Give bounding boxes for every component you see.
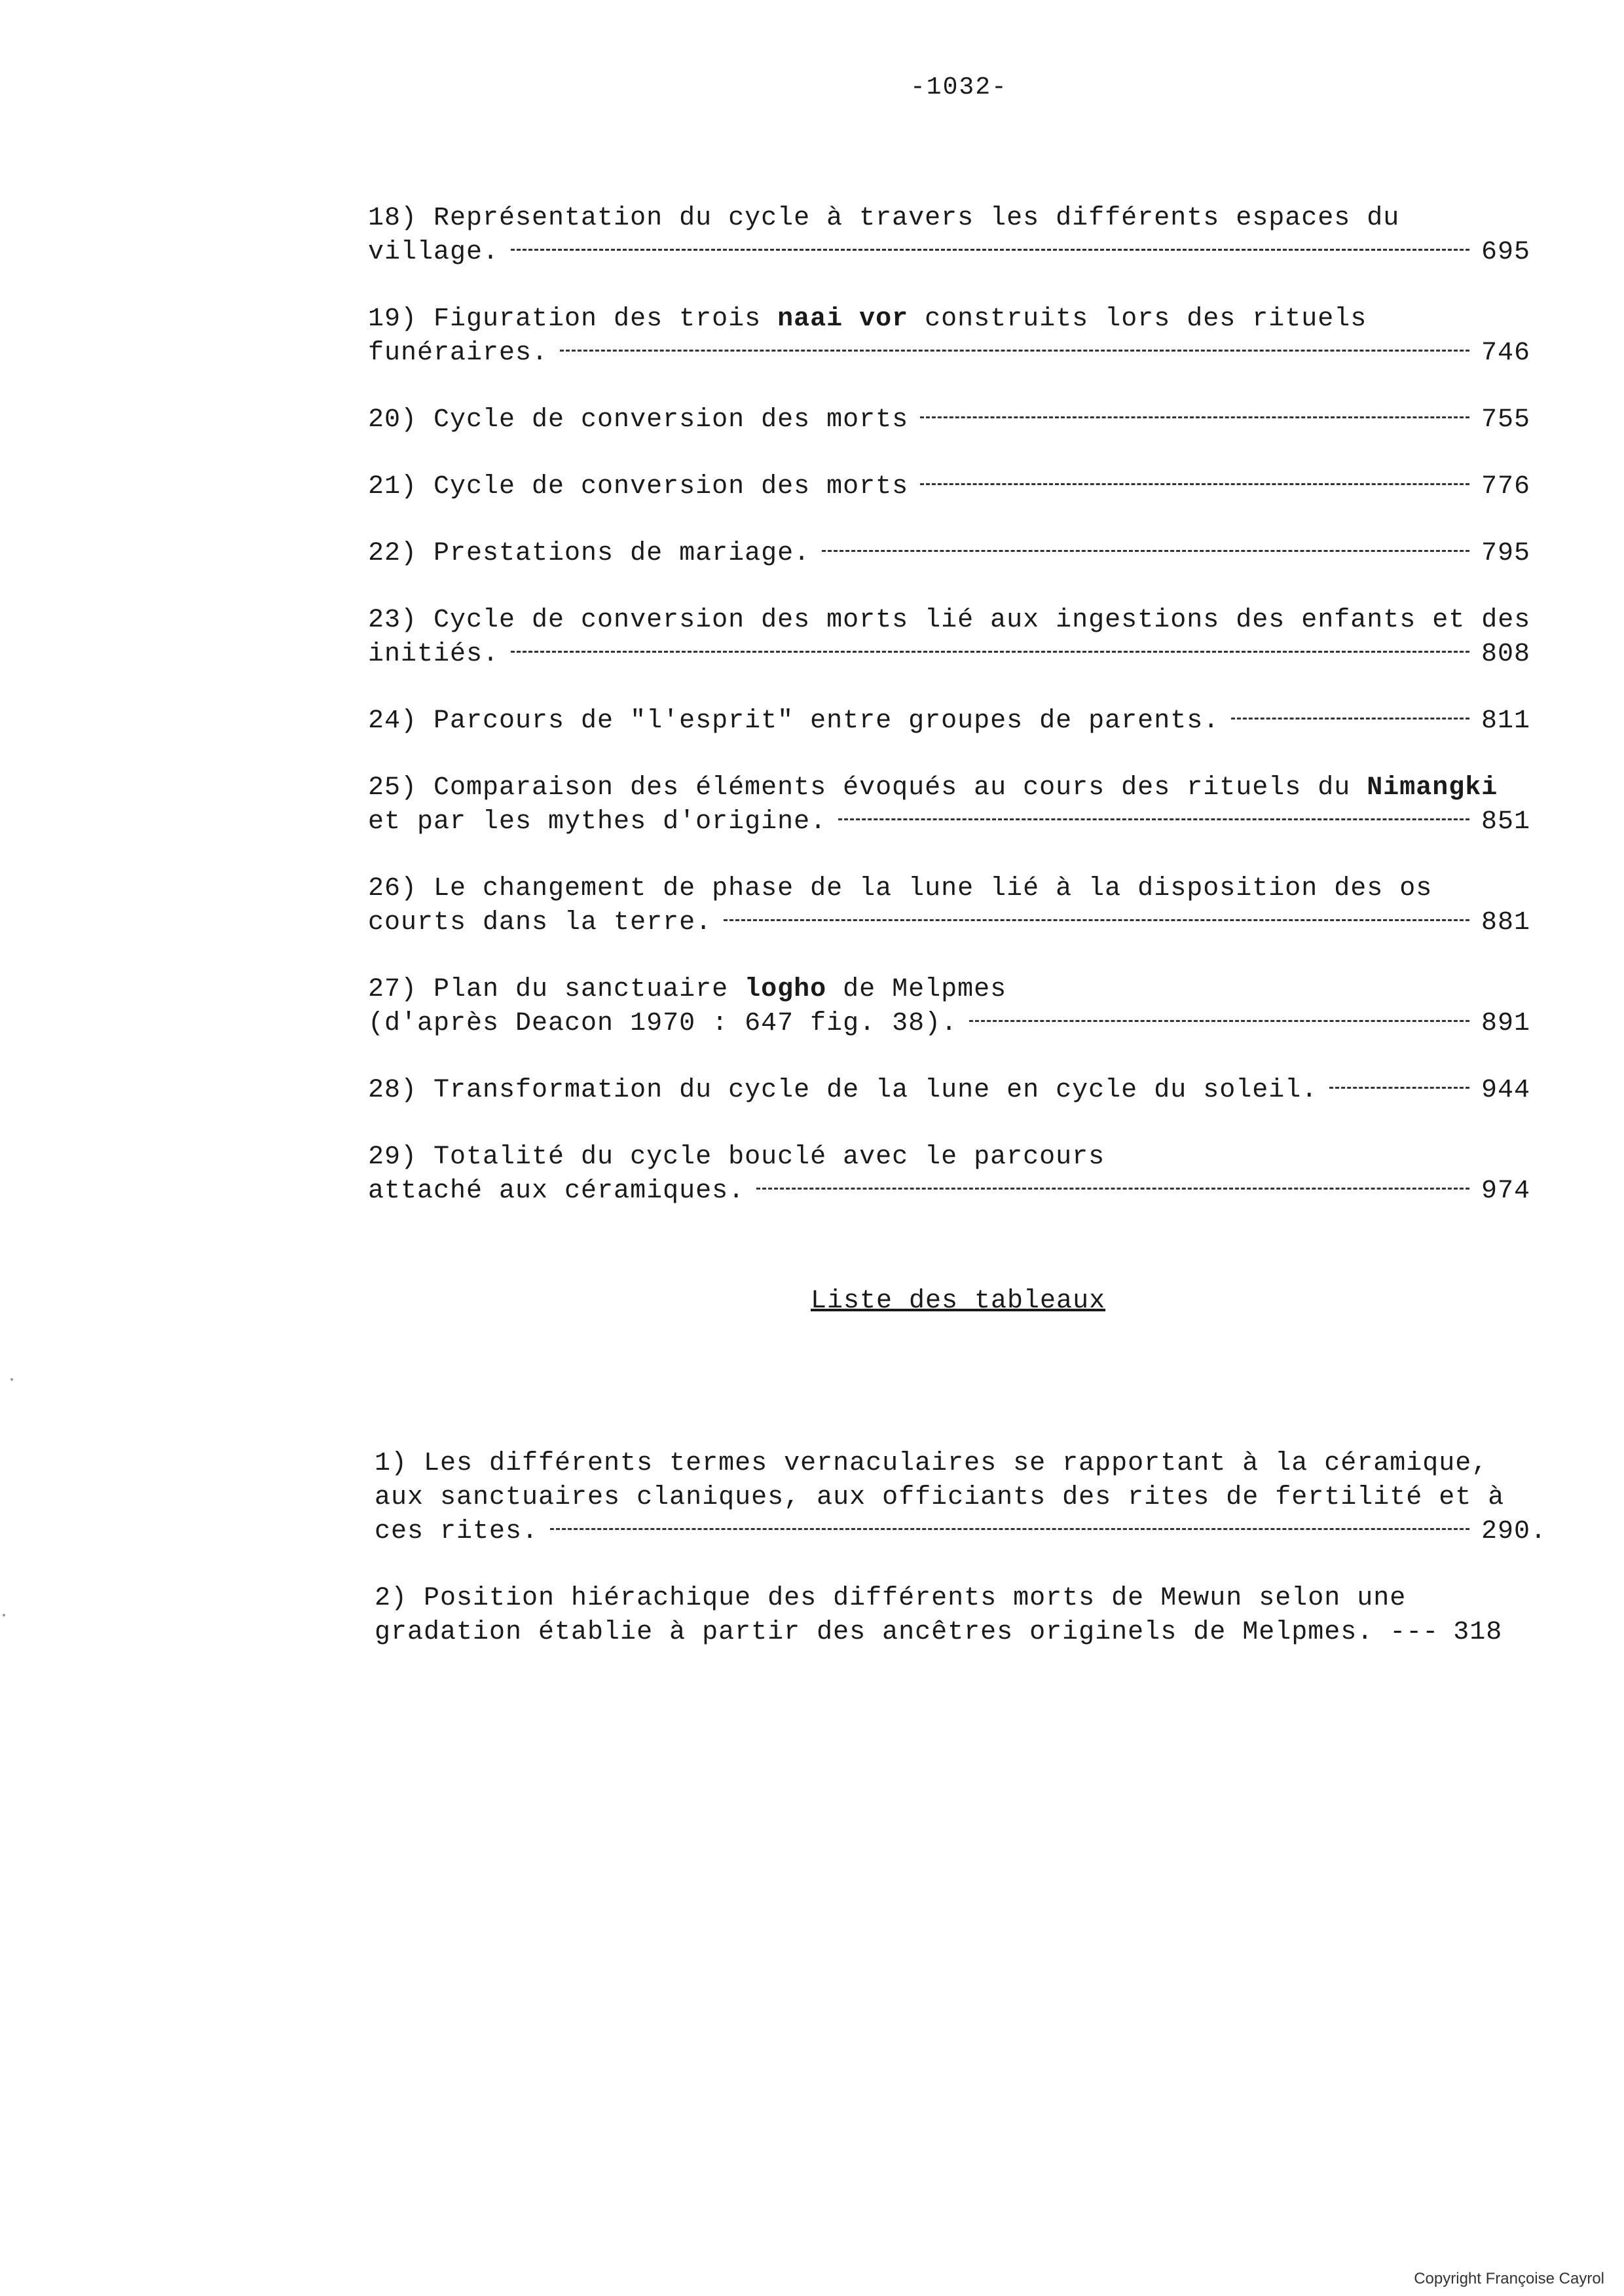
- entry-line: 25) Comparaison des éléments évoqués au cours des rituels du Nimangki: [368, 773, 1498, 803]
- entry-line: 26) Le changement de phase de la lune lié à la disposition des os: [368, 874, 1433, 903]
- entry-line: 19) Figuration des trois naai vor construits lors des rituels: [368, 304, 1367, 334]
- list-item: [368, 771, 1547, 839]
- entry-text: 28) Transformation du cycle de la lune en cycle du soleil.: [368, 1076, 1318, 1105]
- list-item: [368, 537, 1547, 571]
- entry-leader-row: [368, 906, 1547, 940]
- list-item: [368, 604, 1547, 672]
- dot-leader: [511, 249, 1469, 251]
- entry-text: et par les mythes d'origine.: [368, 807, 827, 837]
- dot-leader: [838, 818, 1469, 820]
- dot-leader: [1329, 1087, 1469, 1089]
- list-item: [368, 302, 1547, 371]
- entry-leader-row: [368, 337, 1547, 371]
- entry-text: 24) Parcours de "l'esprit" entre groupes de parents.: [368, 706, 1220, 736]
- dot-leader: [511, 651, 1469, 653]
- entry-text: 21) Cycle de conversion des morts: [368, 472, 909, 501]
- dot-leader: [822, 550, 1469, 552]
- entry-line: 2) Position hiérachique des différents morts de Mewun selon une: [375, 1584, 1407, 1613]
- page-ref: 851: [1481, 807, 1531, 837]
- entry-line: [375, 1616, 1547, 1650]
- entry-leader-row: [368, 403, 1547, 437]
- entry-line: aux sanctuaires claniques, aux officiants des rites de fertilité et à: [375, 1483, 1505, 1512]
- entry-leader-row: [368, 470, 1547, 504]
- entry-text: funéraires.: [368, 338, 549, 368]
- dot-leader: [550, 1528, 1469, 1530]
- bold-term: Nimangki: [1367, 773, 1498, 803]
- page-ref: 776: [1481, 472, 1531, 501]
- page-ref: 318: [1453, 1618, 1503, 1647]
- entry-leader-row: [368, 638, 1547, 672]
- entry-text: ces rites.: [375, 1517, 539, 1546]
- page-ref: 891: [1481, 1009, 1531, 1038]
- entry-line: 18) Représentation du cycle à travers les différents espaces du: [368, 204, 1400, 233]
- page-ref: 808: [1481, 640, 1531, 669]
- dot-leader: [920, 483, 1469, 485]
- scan-speck: [10, 1378, 13, 1381]
- list-item: [368, 470, 1547, 504]
- entry-leader-row: [375, 1515, 1547, 1549]
- page-ref: 811: [1481, 706, 1531, 736]
- page-ref: 695: [1481, 238, 1531, 267]
- figure-list: [368, 202, 1547, 1241]
- dot-leader: [969, 1020, 1469, 1022]
- page-number: -1032-: [910, 73, 1008, 101]
- list-item: [375, 1447, 1547, 1549]
- dot-leader: [1231, 718, 1469, 720]
- entry-text: 22) Prestations de mariage.: [368, 539, 811, 568]
- entry-line: 29) Totalité du cycle bouclé avec le parcours: [368, 1142, 1105, 1172]
- entry-line: 1) Les différents termes vernaculaires se rapportant à la céramique,: [375, 1449, 1488, 1478]
- list-item: [368, 704, 1547, 738]
- list-item: [368, 973, 1547, 1041]
- list-item: [368, 202, 1547, 270]
- bold-term: logho: [745, 975, 827, 1004]
- list-item: [368, 403, 1547, 437]
- page-ref: 746: [1481, 338, 1531, 368]
- entry-line: 23) Cycle de conversion des morts lié aux ingestions des enfants et des: [368, 606, 1531, 635]
- dot-leader: [756, 1188, 1469, 1190]
- copyright-notice: Copyright Françoise Cayrol: [1414, 2270, 1604, 2287]
- dot-leader: [724, 919, 1469, 921]
- entry-leader-row: [368, 236, 1547, 270]
- entry-leader-row: [368, 1074, 1547, 1108]
- page-ref: 290.: [1481, 1517, 1547, 1546]
- tables-list: [375, 1447, 1547, 1683]
- entry-leader-row: [368, 537, 1547, 571]
- entry-text: village.: [368, 238, 500, 267]
- page-ref: 795: [1481, 539, 1531, 568]
- page-ref: 944: [1481, 1076, 1531, 1105]
- page-ref: 974: [1481, 1176, 1531, 1206]
- bold-term: naai vor: [777, 304, 909, 334]
- scan-speck: [3, 1614, 5, 1616]
- entry-text: gradation établie à partir des ancêtres originels de Melpmes. ---: [375, 1618, 1439, 1647]
- list-item: [368, 1140, 1547, 1209]
- list-item: [368, 1074, 1547, 1108]
- entry-leader-row: [368, 1007, 1547, 1041]
- entry-leader-row: [368, 1175, 1547, 1209]
- entry-text: attaché aux céramiques.: [368, 1176, 745, 1206]
- entry-text: 20) Cycle de conversion des morts: [368, 405, 909, 435]
- entry-text: (d'après Deacon 1970 : 647 fig. 38).: [368, 1009, 958, 1038]
- list-item: [368, 872, 1547, 940]
- page-ref: 881: [1481, 908, 1531, 938]
- page-ref: 755: [1481, 405, 1531, 435]
- dot-leader: [920, 416, 1469, 418]
- section-title: Liste des tableaux: [811, 1286, 1106, 1316]
- entry-line: 27) Plan du sanctuaire logho de Melpmes: [368, 975, 1007, 1004]
- list-item: [375, 1582, 1547, 1650]
- entry-leader-row: [368, 805, 1547, 839]
- dot-leader: [560, 350, 1469, 352]
- entry-leader-row: [368, 704, 1547, 738]
- entry-text: courts dans la terre.: [368, 908, 712, 938]
- entry-text: initiés.: [368, 640, 500, 669]
